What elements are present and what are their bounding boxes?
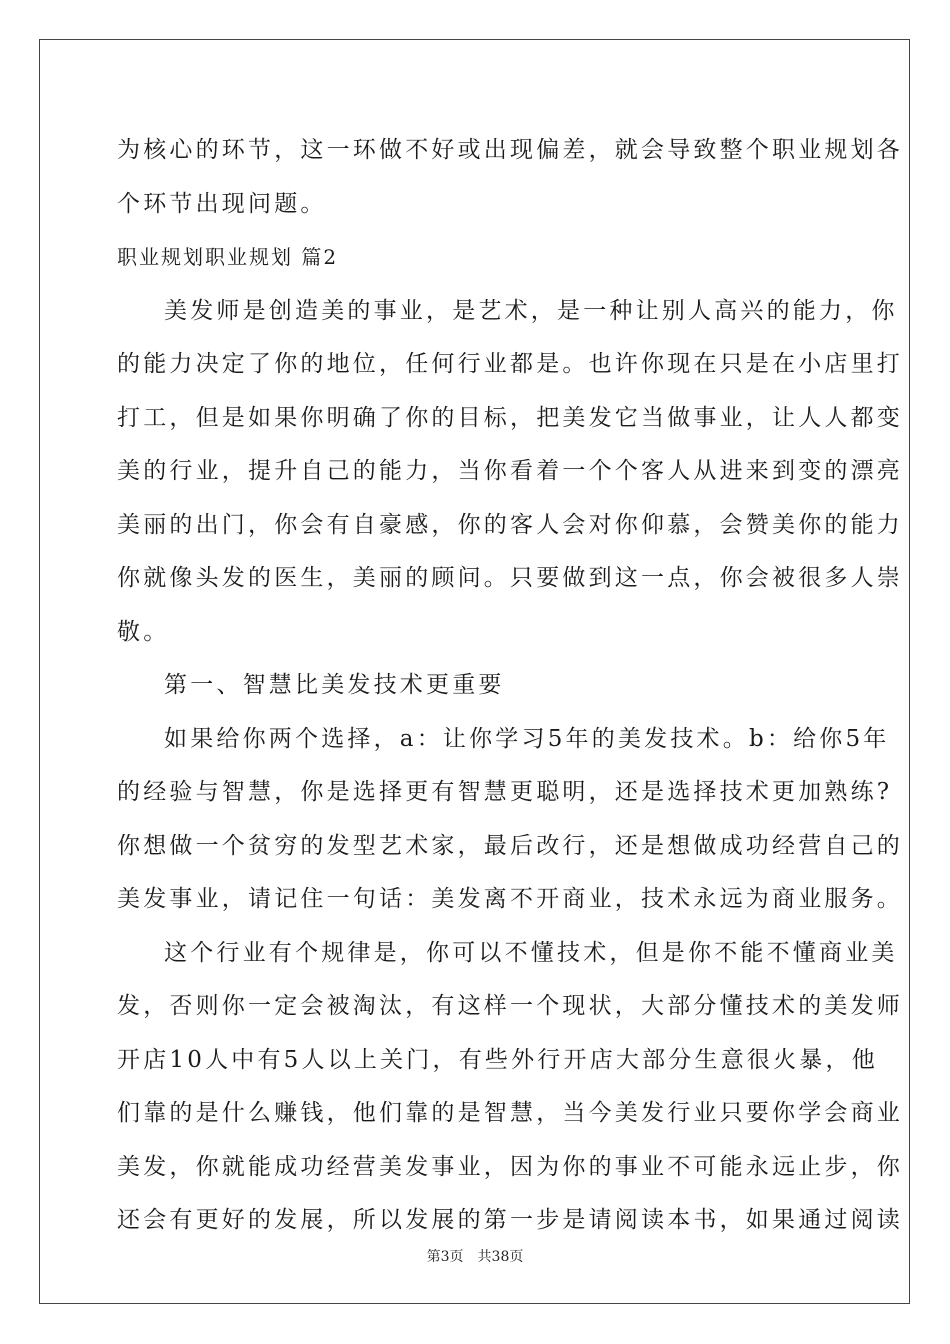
page-number: 第3页 [426,1249,464,1265]
text-line: 打工，但是如果你明确了你的目标，把美发它当做事业，让人人都变 [117,404,903,431]
text-line: 个环节出现问题。 [117,190,327,217]
text-line: 的能力决定了你的地位，任何行业都是。也许你现在只是在小店里打 [117,351,903,377]
text-line: 第一、智慧比美发技术更重要 [164,672,505,698]
text-line: 们靠的是什么赚钱，他们靠的是智慧，当今美发行业只要你学会商业 [117,1100,903,1126]
text-line: 你想做一个贫穷的发型艺术家，最后改行，还是想做成功经营自己的 [117,832,903,859]
section-heading: 职业规划职业规划 篇2 [117,245,339,269]
text-line: 美发事业，请记住一句话：美发离不开商业，技术永远为商业服务。 [117,886,903,912]
text-line: 发，否则你一定会被淘汰，有这样一个现状，大部分懂技术的美发师 [117,993,903,1019]
text-line: 美丽的出门，你会有自豪感，你的客人会对你仰慕，会赞美你的能力 [117,511,903,538]
text-line: 敬。 [117,618,170,645]
text-line: 的经验与智慧，你是选择更有智慧更聪明，还是选择技术更加熟练? [117,779,893,805]
text-line: 美发，你就能成功经营美发事业，因为你的事业不可能永远止步，你 [117,1153,903,1180]
page-footer [0,1246,950,1266]
text-line: 美发师是创造美的事业，是艺术，是一种让别人高兴的能力，你 [164,297,898,324]
text-line: 美的行业，提升自己的能力，当你看着一个个客人从进来到变的漂亮 [117,458,903,484]
document-body [117,124,903,1248]
text-line: 你就像头发的医生，美丽的顾问。只要做到这一点，你会被很多人崇 [117,565,903,591]
text-line: 开店10人中有5人以上关门，有些外行开店大部分生意很火暴，他 [117,1046,878,1073]
text-line: 还会有更好的发展，所以发展的第一步是请阅读本书，如果通过阅读 [117,1207,903,1233]
text-line: 这个行业有个规律是，你可以不懂技术，但是你不能不懂商业美 [164,939,898,966]
text-line: 为核心的环节，这一环做不好或出现偏差，就会导致整个职业规划各 [117,137,903,163]
text-line: 如果给你两个选择，a：让你学习5年的美发技术。b：给你5年 [164,725,890,752]
page-total: 共38页 [477,1249,524,1265]
